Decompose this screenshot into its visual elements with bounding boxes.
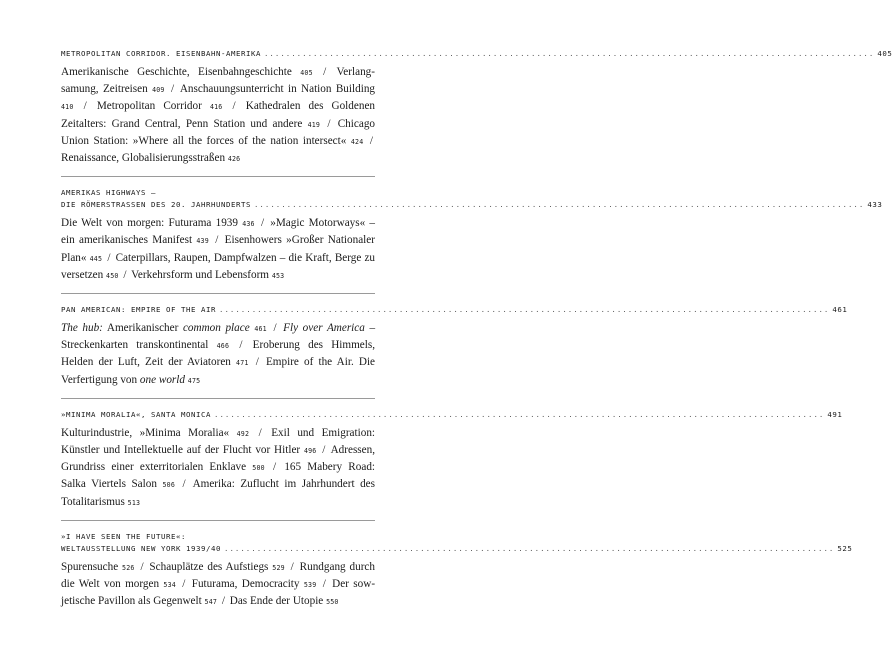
toc-entry bbox=[61, 152, 240, 164]
entry-separator: / bbox=[232, 100, 236, 113]
entry-page-number: 526 bbox=[122, 563, 135, 572]
section-heading-line: »I HAVE SEEN THE FUTURE«: bbox=[61, 531, 186, 541]
entry-separator: / bbox=[239, 339, 243, 352]
section-title: PAN AMERICAN: EMPIRE OF THE AIR bbox=[61, 305, 216, 315]
entry-page-number: 424 bbox=[350, 137, 364, 146]
entry-separator: / bbox=[322, 578, 326, 591]
entry-page-number: 439 bbox=[196, 237, 209, 246]
entry-text: Caterpillars, Raupen, Dampfwalzen – die Kraft, Berge zu versetzen bbox=[61, 251, 376, 281]
entry-text: common place bbox=[182, 322, 250, 335]
entry-separator: / bbox=[369, 134, 374, 147]
toc-section bbox=[61, 531, 853, 620]
table-of-contents bbox=[61, 48, 892, 629]
entry-separator: / bbox=[83, 100, 87, 113]
section-entries bbox=[61, 559, 375, 611]
section-entries bbox=[61, 215, 375, 284]
dot-leader: ................................................................................................................ bbox=[214, 409, 825, 419]
toc-entry bbox=[61, 322, 267, 334]
entry-page-number: 513 bbox=[127, 498, 141, 507]
dot-leader: ................................................................................................................ bbox=[253, 200, 865, 210]
toc-entry bbox=[230, 595, 339, 607]
section-title: DIE RÖMERSTRASSEN DES 20. JAHRHUNDERTS bbox=[61, 200, 251, 210]
entry-text: Eisenhowers »Großer Nationaler Plan« bbox=[61, 234, 375, 264]
section-entries bbox=[61, 425, 375, 511]
entry-text: Der sowjetische Pavillon als Gegenwelt bbox=[61, 578, 376, 608]
entry-text: Verkehrsform und Lebensform bbox=[131, 268, 270, 281]
entry-separator: / bbox=[323, 66, 327, 78]
entry-page-number: 426 bbox=[227, 155, 241, 164]
section-title: METROPOLITAN CORRIDOR. EISENBAHN-AMERIKA bbox=[61, 49, 261, 58]
entry-separator: / bbox=[290, 560, 294, 573]
entry-separator: / bbox=[170, 83, 175, 96]
entry-page-number: 547 bbox=[204, 598, 218, 607]
section-page-number: 525 bbox=[837, 543, 853, 553]
section-entries bbox=[61, 64, 375, 167]
entry-separator: / bbox=[221, 595, 225, 608]
section-page-number: 491 bbox=[827, 409, 843, 419]
entry-text: Amerika: Zuflucht im Jahrhundert des Totalitarismus bbox=[61, 478, 375, 508]
dot-leader: ................................................................................................................ bbox=[224, 543, 835, 553]
entry-page-number: 506 bbox=[162, 481, 175, 490]
entry-separator: / bbox=[258, 426, 262, 439]
entry-separator: / bbox=[273, 461, 277, 474]
entry-separator: / bbox=[327, 117, 331, 130]
entry-page-number: 466 bbox=[216, 342, 230, 351]
entry-separator: / bbox=[260, 217, 265, 230]
entry-separator: / bbox=[182, 578, 186, 591]
entry-separator: / bbox=[182, 478, 186, 491]
entry-text: Das Ende der Utopie bbox=[229, 595, 324, 608]
entry-page-number: 416 bbox=[209, 103, 223, 112]
entry-page-number: 436 bbox=[242, 220, 255, 229]
entry-page-number: 409 bbox=[152, 86, 165, 95]
entry-text: Metropolitan Corridor bbox=[96, 100, 202, 113]
entry-page-number: 453 bbox=[271, 271, 285, 280]
entry-page-number: 492 bbox=[236, 429, 250, 438]
toc-entry bbox=[97, 100, 223, 112]
toc-entry bbox=[61, 561, 135, 573]
section-heading bbox=[61, 304, 848, 315]
section-title: WELTAUSSTELLUNG NEW YORK 1939/40 bbox=[61, 543, 221, 553]
entry-page-number: 405 bbox=[300, 69, 313, 77]
entry-page-number: 539 bbox=[303, 581, 317, 590]
toc-section bbox=[61, 48, 892, 177]
entry-separator: / bbox=[107, 251, 111, 264]
entry-text: Verlangsamung, Zeitreisen bbox=[61, 66, 375, 96]
toc-section bbox=[61, 187, 883, 294]
section-heading bbox=[61, 409, 843, 420]
section-page-number: 405 bbox=[877, 49, 892, 58]
entry-text: Rundgang durch die Welt von morgen bbox=[61, 560, 375, 591]
entry-text: Futurama, Democracity bbox=[191, 578, 300, 591]
entry-text: Fly over America bbox=[283, 322, 365, 335]
entry-text: Amerikanischer bbox=[102, 322, 183, 335]
entry-page-number: 471 bbox=[236, 359, 249, 368]
entry-page-number: 534 bbox=[163, 581, 176, 590]
section-heading bbox=[61, 199, 883, 210]
entry-text: Schauplätze des Aufstiegs bbox=[149, 560, 269, 573]
entry-text: The hub: bbox=[61, 322, 103, 335]
toc-entry bbox=[61, 217, 255, 229]
entry-text: Die Welt von morgen: Futurama 1939 bbox=[61, 217, 238, 230]
section-page-number: 433 bbox=[867, 200, 883, 210]
entry-separator: / bbox=[273, 322, 277, 335]
entry-text: Kathedralen des Goldenen Zeitalters: Grand Central, Penn Station und andere bbox=[61, 100, 376, 130]
entry-text: one world bbox=[139, 373, 185, 386]
entry-separator: / bbox=[322, 444, 326, 457]
entry-separator: / bbox=[215, 234, 219, 247]
section-heading bbox=[61, 48, 892, 59]
entry-separator: / bbox=[255, 356, 259, 369]
entry-text: Amerikanische Geschichte, Eisenbahngeschichte bbox=[61, 66, 292, 78]
entry-text: Exil und Emigration: Künstler und Intellektuelle auf der Flucht vor Hitler bbox=[61, 426, 376, 457]
section-entries bbox=[61, 320, 375, 389]
entry-text: 165 Mabery Road: Salka Viertels Salon bbox=[61, 461, 376, 491]
dot-leader: ................................................................................................................ bbox=[263, 49, 875, 58]
entry-text: Kulturindustrie, »Minima Moralia« bbox=[61, 426, 230, 439]
entry-text: Renaissance, Globalisierungsstraßen bbox=[61, 152, 226, 165]
entry-separator: / bbox=[123, 268, 127, 281]
toc-section bbox=[61, 304, 848, 399]
entry-page-number: 550 bbox=[326, 598, 339, 607]
section-page-number: 461 bbox=[832, 305, 848, 315]
toc-entry bbox=[192, 578, 317, 590]
entry-text: Anschauungsunterricht in Nation Building bbox=[179, 83, 376, 96]
entry-text: Adressen, Grundriss einer exterritorialen Enklave bbox=[61, 444, 376, 474]
section-heading bbox=[61, 543, 853, 554]
section-heading-line: AMERIKAS HIGHWAYS – bbox=[61, 188, 156, 198]
section-title: »MINIMA MORALIA«, SANTA MONICA bbox=[61, 409, 211, 419]
entry-text: Eroberung des Himmels, Helden der Luft, Zeit der Aviatoren bbox=[61, 339, 376, 369]
entry-page-number: 445 bbox=[89, 254, 103, 263]
toc-section bbox=[61, 409, 843, 521]
toc-entry bbox=[61, 66, 313, 78]
entry-text: – Streckenkarten transkontinental bbox=[61, 322, 376, 352]
entry-page-number: 419 bbox=[307, 120, 321, 129]
entry-page-number: 461 bbox=[254, 325, 267, 334]
entry-page-number: 410 bbox=[61, 103, 74, 112]
toc-entry bbox=[61, 427, 249, 439]
entry-text: Chicago Union Station: »Where all the forces of the nation intersect« bbox=[61, 117, 376, 147]
entry-text: Spurensuche bbox=[61, 560, 119, 573]
entry-separator: / bbox=[140, 560, 144, 573]
entry-page-number: 475 bbox=[187, 376, 201, 385]
entry-page-number: 529 bbox=[272, 563, 285, 572]
dot-leader: ................................................................................................................ bbox=[219, 305, 830, 315]
toc-entry bbox=[131, 269, 284, 281]
entry-page-number: 500 bbox=[252, 464, 265, 473]
entry-page-number: 450 bbox=[106, 271, 119, 280]
entry-page-number: 496 bbox=[303, 447, 317, 456]
toc-entry bbox=[149, 561, 284, 573]
entry-text: »Magic Motorways« – ein amerikanisches Manifest bbox=[61, 217, 376, 247]
entry-text: Empire of the Air. Die Verfertigung von bbox=[61, 356, 376, 386]
